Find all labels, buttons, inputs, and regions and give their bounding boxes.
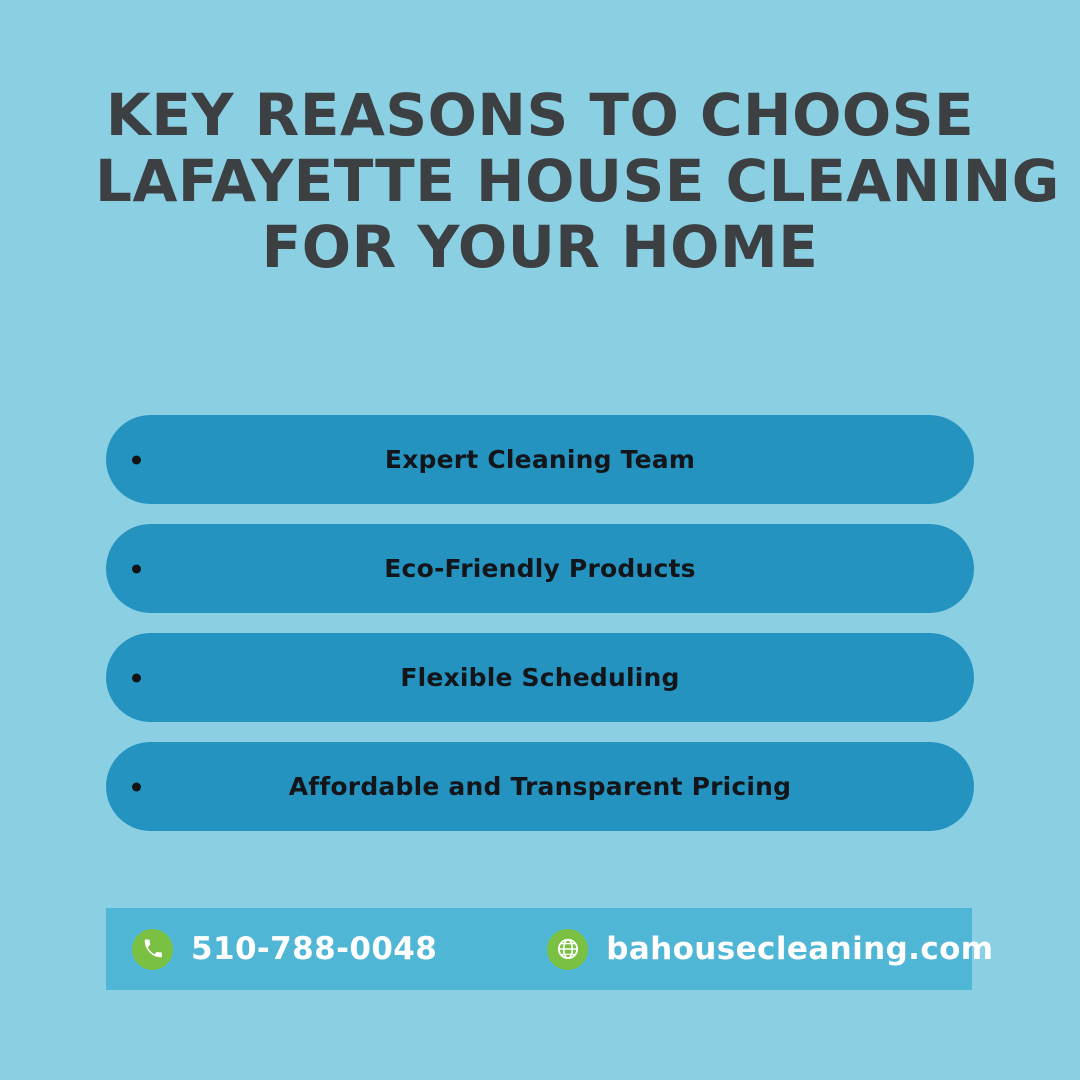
bullet-dot-icon <box>132 564 141 573</box>
phone-number: 510-788-0048 <box>191 931 438 967</box>
list-item <box>106 633 974 722</box>
bullet-dot-icon <box>132 455 141 464</box>
list-item-label: Affordable and Transparent Pricing <box>288 772 792 801</box>
globe-icon <box>547 929 588 970</box>
phone-icon <box>132 929 173 970</box>
list-item-label: Eco-Friendly Products <box>384 554 696 583</box>
page-title-line-3: FOR YOUR HOME <box>261 213 819 282</box>
list-item-label: Expert Cleaning Team <box>384 445 696 474</box>
contact-bar <box>106 908 994 990</box>
bullet-dot-icon <box>132 782 141 791</box>
contact-phone[interactable] <box>132 929 437 970</box>
page-title-line-2: LAFAYETTE HOUSE CLEANING <box>95 147 1060 216</box>
website-url: bahousecleaning.com <box>606 931 994 967</box>
page-title-line-1: KEY REASONS TO CHOOSE <box>105 81 975 149</box>
list-item <box>106 415 974 504</box>
bullet-dot-icon <box>132 673 141 682</box>
benefits-list <box>106 415 974 851</box>
list-item-label: Flexible Scheduling <box>400 663 680 692</box>
contact-website[interactable] <box>547 929 993 970</box>
list-item <box>106 524 974 613</box>
list-item <box>106 742 974 831</box>
page-title <box>0 0 1080 280</box>
